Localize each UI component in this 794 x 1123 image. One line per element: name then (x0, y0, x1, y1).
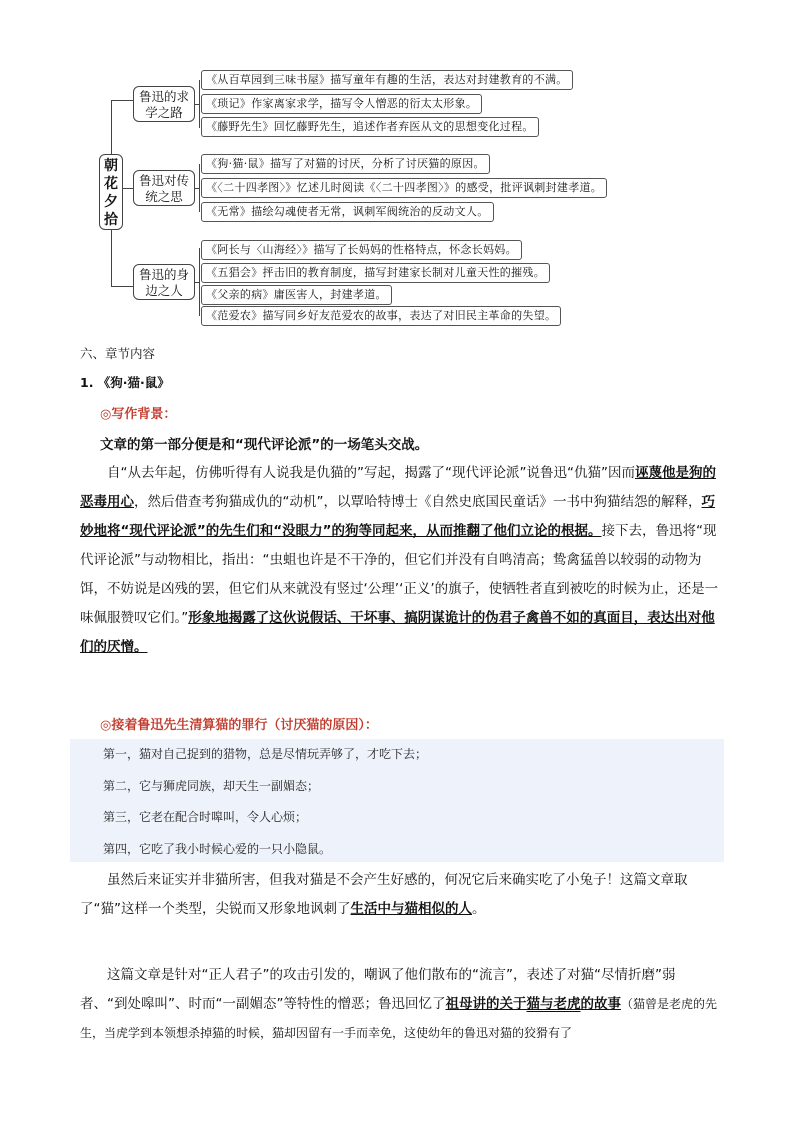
leaf-item: 《琐记》作家离家求学，描写令人憎恶的衍太太形象。 (201, 94, 482, 114)
connector-line (111, 100, 112, 154)
root-char: 朝 (104, 158, 118, 174)
connector-line (199, 80, 200, 128)
connector-line (199, 164, 200, 212)
text-run: ，然后借查考狗猫成仇的“动机”，以覃哈特博士《自然史底国民童话》一书中狗猫结怨的解释， (134, 494, 702, 510)
paragraph-3 (80, 961, 720, 1048)
leaf-item: 《范爱农》描写同乡好友范爱农的故事，表达了对旧民主革命的失望。 (201, 306, 561, 326)
emphasis-text: 祖母讲的关于 (445, 996, 527, 1012)
section-title: 六、章节内容 (80, 346, 156, 361)
emphasis-text: 诬蔑他是狗的恶毒用心 (80, 465, 716, 510)
connector-line (199, 248, 200, 316)
writing-background-label: ◎写作背景： (100, 407, 177, 422)
emphasis-text: 的故事 (580, 996, 621, 1012)
paragraph-2 (80, 866, 720, 924)
text-run: （猫曾是老虎的先生，当虎学到本领想杀掉猫的时候，猫却因留有一手而幸免，这使幼年的鲁迅对猫的狡猾有了 (80, 997, 717, 1040)
reasons-label: ◎接着鲁迅先生清算猫的罪行（讨厌猫的原因）： (100, 718, 378, 733)
reason-item: 第二，它与狮虎同族，却天生一副媚态； (103, 779, 320, 793)
text-run: 自“从去年起，仿佛听得有人说我是仇猫的”写起，揭露了“现代评论派”说鲁迅“仇猫”因而 (107, 465, 635, 481)
reason-item: 第四，它吃了我小时候心爱的一只小隐鼠。 (103, 842, 332, 856)
emphasis-text: 猫与老虎 (526, 996, 581, 1012)
root-char: 拾 (104, 212, 118, 228)
branch-tradition: 鲁迅对传统之思 (133, 170, 195, 206)
leaf-item: 《从百草园到三味书屋》描写童年有趣的生活，表达对封建教育的不满。 (201, 70, 573, 90)
branch-study: 鲁迅的求学之路 (133, 86, 195, 122)
connector-line (111, 230, 112, 287)
reason-item: 第三，它老在配合时嗥叫，令人心烦； (103, 810, 308, 824)
text-run: 接下去，鲁迅将“现代评论派”与动物相比，指出：“虫蛆也许是不干净的，但它们并没有自鸣清高；鸷禽猛兽以较弱的动物为饵，不妨说是凶残的罢，但它们从来就没有竖过‘公理’‘正义’的旗子，使牺牲者直到被吃的时候为止，还是一味佩服赞叹它们。” (80, 523, 719, 626)
leaf-item: 《藤野先生》回忆藤野先生，追述作者弃医从文的思想变化过程。 (201, 117, 539, 137)
mindmap-root (99, 154, 123, 230)
emphasis-text: 生活中与猫相似的人 (350, 901, 472, 917)
root-char: 花 (104, 176, 118, 192)
text-run: 虽然后来证实并非猫所害，但我对猫是不会产生好感的，何况它后来确实吃了小兔子！这篇文章取了“猫”这样一个类型，尖锐而又形象地讽刺了 (80, 872, 688, 917)
branch-people: 鲁迅的身边之人 (133, 264, 195, 300)
text-run: 这篇文章是针对“正人君子”的攻击引发的，嘲讽了他们散布的“流言”，表述了对猫“尽情折磨”弱者、“到处嗥叫”、时而“一副媚态”等特性的憎恶；鲁迅回忆了 (80, 967, 676, 1012)
connector-line (123, 188, 133, 189)
root-char: 夕 (104, 194, 118, 210)
leaf-item: 《狗·猫·鼠》描写了对猫的讨厌，分析了讨厌猫的原因。 (201, 154, 490, 174)
chapter-title: 1. 《狗·猫·鼠》 (80, 375, 170, 390)
intro-bold: 文章的第一部分便是和“现代评论派”的一场笔头交战。 (100, 437, 429, 453)
connector-line (111, 100, 133, 101)
connector-line (111, 286, 133, 287)
leaf-item: 《阿长与〈山海经〉》描写了长妈妈的性格特点，怀念长妈妈。 (201, 240, 522, 260)
emphasis-text: 形象地揭露了这伙说假话、干坏事、搞阴谋诡计的伪君子禽兽不如的真面目，表达出对他们的厌憎。 (80, 610, 715, 655)
paragraph-1 (80, 459, 720, 662)
text-run: 。 (472, 901, 486, 917)
reason-item: 第一，猫对自己捉到的猎物，总是尽情玩弄够了，才吃下去； (103, 747, 428, 761)
leaf-item: 《父亲的病》庸医害人，封建孝道。 (201, 285, 392, 305)
leaf-item: 《五猖会》抨击旧的教育制度，描写封建家长制对儿童天性的摧残。 (201, 263, 550, 283)
leaf-item: 《无常》描绘勾魂使者无常，讽刺军阀统治的反动文人。 (201, 202, 494, 222)
emphasis-text: 巧妙地将“现代评论派”的先生们和“没眼力”的狗等同起来，从而推翻了他们立论的根据。 (80, 494, 715, 539)
leaf-item: 《〈二十四孝图〉》忆述儿时阅读《〈二十四孝图〉》的感受，批评讽刺封建孝道。 (201, 178, 607, 198)
